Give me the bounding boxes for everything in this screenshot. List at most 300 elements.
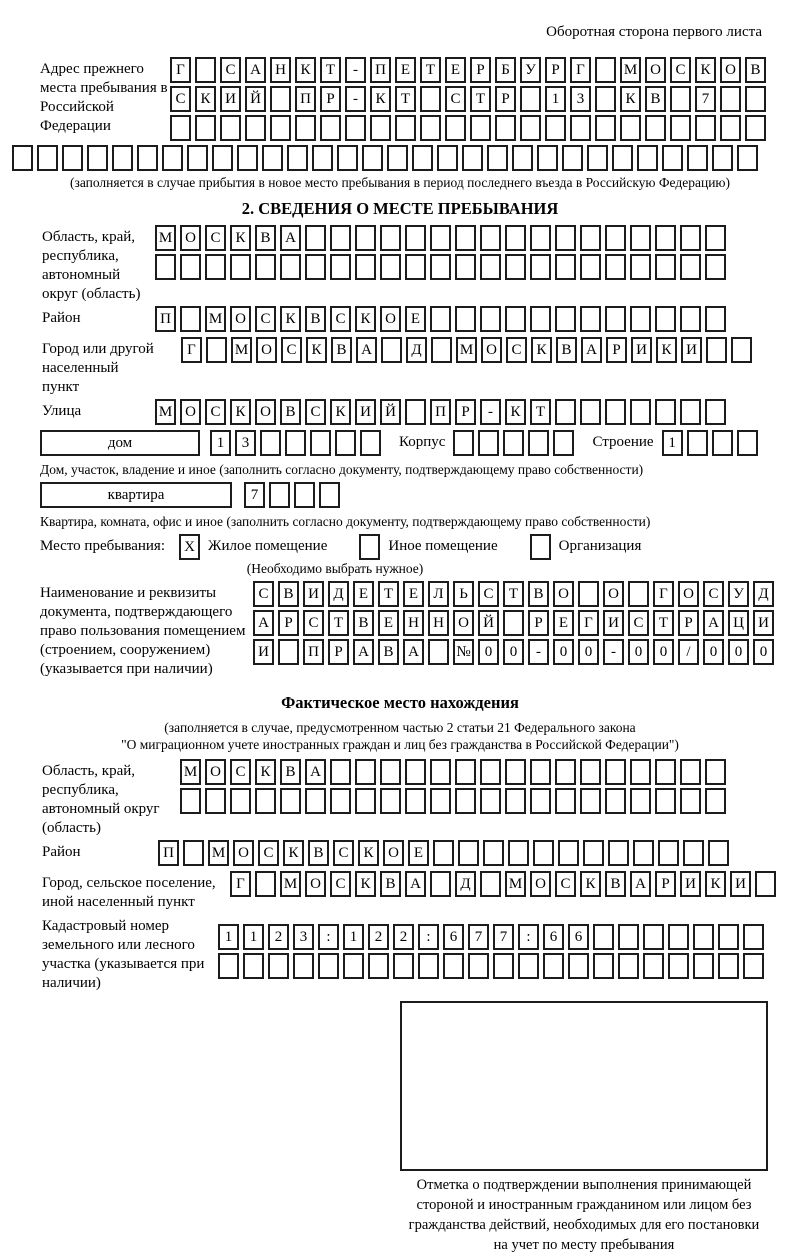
char-box[interactable] — [693, 953, 714, 979]
char-box[interactable] — [530, 225, 551, 251]
char-box[interactable] — [520, 115, 541, 141]
char-box[interactable]: С — [445, 86, 466, 112]
char-box[interactable]: Н — [428, 610, 449, 636]
char-box[interactable]: Р — [655, 871, 676, 897]
char-box[interactable] — [595, 115, 616, 141]
char-box[interactable]: М — [231, 337, 252, 363]
char-box[interactable]: Е — [445, 57, 466, 83]
char-box[interactable] — [330, 788, 351, 814]
char-box[interactable]: - — [480, 399, 501, 425]
char-box[interactable] — [712, 145, 733, 171]
char-box[interactable]: О — [645, 57, 666, 83]
char-box[interactable]: 0 — [728, 639, 749, 665]
char-box[interactable]: К — [705, 871, 726, 897]
char-box[interactable] — [305, 254, 326, 280]
char-box[interactable] — [405, 254, 426, 280]
char-box[interactable] — [558, 840, 579, 866]
char-box[interactable] — [587, 145, 608, 171]
char-box[interactable]: С — [170, 86, 191, 112]
char-box[interactable] — [455, 225, 476, 251]
char-box[interactable]: Д — [455, 871, 476, 897]
char-box[interactable] — [543, 953, 564, 979]
char-box[interactable]: М — [280, 871, 301, 897]
char-box[interactable] — [337, 145, 358, 171]
char-box[interactable]: В — [331, 337, 352, 363]
char-box[interactable] — [206, 337, 227, 363]
char-box[interactable] — [505, 759, 526, 785]
char-box[interactable] — [355, 788, 376, 814]
char-box[interactable] — [680, 254, 701, 280]
char-box[interactable] — [555, 759, 576, 785]
char-box[interactable] — [480, 871, 501, 897]
char-box[interactable]: К — [370, 86, 391, 112]
char-box[interactable]: Р — [470, 57, 491, 83]
char-box[interactable] — [655, 306, 676, 332]
char-box[interactable] — [387, 145, 408, 171]
char-box[interactable]: А — [703, 610, 724, 636]
char-box[interactable] — [637, 145, 658, 171]
char-box[interactable] — [330, 254, 351, 280]
char-box[interactable] — [260, 430, 281, 456]
char-box[interactable]: Е — [395, 57, 416, 83]
char-box[interactable] — [262, 145, 283, 171]
char-box[interactable] — [630, 788, 651, 814]
char-box[interactable]: 0 — [478, 639, 499, 665]
char-box[interactable] — [605, 254, 626, 280]
char-box[interactable] — [453, 430, 474, 456]
char-box[interactable] — [187, 145, 208, 171]
char-box[interactable] — [530, 254, 551, 280]
char-box[interactable] — [670, 115, 691, 141]
char-box[interactable] — [605, 225, 626, 251]
char-box[interactable]: В — [280, 759, 301, 785]
char-box[interactable]: М — [180, 759, 201, 785]
char-box[interactable]: В — [645, 86, 666, 112]
char-box[interactable]: Р — [328, 639, 349, 665]
char-box[interactable] — [655, 788, 676, 814]
char-box[interactable]: Е — [403, 581, 424, 607]
char-box[interactable]: П — [370, 57, 391, 83]
char-box[interactable] — [705, 254, 726, 280]
char-box[interactable]: № — [453, 639, 474, 665]
char-box[interactable]: С — [220, 57, 241, 83]
char-box[interactable] — [183, 840, 204, 866]
char-box[interactable] — [680, 788, 701, 814]
char-box[interactable]: С — [330, 871, 351, 897]
char-box[interactable] — [505, 306, 526, 332]
char-box[interactable] — [443, 953, 464, 979]
char-box[interactable] — [655, 225, 676, 251]
char-box[interactable] — [405, 399, 426, 425]
char-box[interactable] — [578, 581, 599, 607]
char-box[interactable] — [380, 225, 401, 251]
char-box[interactable]: А — [353, 639, 374, 665]
char-box[interactable] — [480, 254, 501, 280]
char-box[interactable]: М — [620, 57, 641, 83]
char-box[interactable] — [319, 482, 340, 508]
char-box[interactable]: - — [528, 639, 549, 665]
char-box[interactable] — [335, 430, 356, 456]
char-box[interactable]: / — [678, 639, 699, 665]
char-box[interactable] — [605, 399, 626, 425]
char-box[interactable] — [362, 145, 383, 171]
char-box[interactable] — [605, 759, 626, 785]
char-box[interactable] — [480, 225, 501, 251]
char-box[interactable] — [645, 115, 666, 141]
house-field-box[interactable]: дом — [40, 430, 200, 456]
char-box[interactable]: 1 — [218, 924, 239, 950]
char-box[interactable] — [370, 115, 391, 141]
char-box[interactable]: П — [430, 399, 451, 425]
char-box[interactable] — [483, 840, 504, 866]
char-box[interactable] — [430, 759, 451, 785]
char-box[interactable] — [468, 953, 489, 979]
char-box[interactable]: Р — [278, 610, 299, 636]
char-box[interactable]: 1 — [662, 430, 683, 456]
char-box[interactable] — [618, 953, 639, 979]
char-box[interactable]: С — [333, 840, 354, 866]
char-box[interactable] — [112, 145, 133, 171]
char-box[interactable]: О — [481, 337, 502, 363]
char-box[interactable] — [305, 788, 326, 814]
char-box[interactable]: Ь — [453, 581, 474, 607]
char-box[interactable] — [593, 953, 614, 979]
char-box[interactable]: С — [670, 57, 691, 83]
char-box[interactable] — [580, 225, 601, 251]
char-box[interactable]: В — [380, 871, 401, 897]
char-box[interactable]: И — [355, 399, 376, 425]
char-box[interactable]: Г — [181, 337, 202, 363]
char-box[interactable]: М — [208, 840, 229, 866]
char-box[interactable] — [618, 924, 639, 950]
char-box[interactable] — [643, 953, 664, 979]
char-box[interactable] — [380, 788, 401, 814]
char-box[interactable]: О — [553, 581, 574, 607]
char-box[interactable]: О — [603, 581, 624, 607]
char-box[interactable]: С — [253, 581, 274, 607]
char-box[interactable]: М — [505, 871, 526, 897]
char-box[interactable] — [455, 306, 476, 332]
char-box[interactable]: К — [355, 306, 376, 332]
char-box[interactable] — [620, 115, 641, 141]
char-box[interactable] — [405, 225, 426, 251]
char-box[interactable]: К — [280, 306, 301, 332]
char-box[interactable] — [345, 115, 366, 141]
char-box[interactable] — [470, 115, 491, 141]
char-box[interactable]: Г — [578, 610, 599, 636]
char-box[interactable] — [668, 953, 689, 979]
char-box[interactable]: О — [380, 306, 401, 332]
char-box[interactable]: О — [205, 759, 226, 785]
char-box[interactable]: К — [230, 399, 251, 425]
char-box[interactable]: А — [356, 337, 377, 363]
char-box[interactable]: О — [530, 871, 551, 897]
char-box[interactable]: К — [580, 871, 601, 897]
char-box[interactable] — [655, 759, 676, 785]
char-box[interactable]: О — [180, 225, 201, 251]
char-box[interactable]: Т — [653, 610, 674, 636]
char-box[interactable]: Н — [270, 57, 291, 83]
char-box[interactable]: А — [403, 639, 424, 665]
char-box[interactable]: В — [305, 306, 326, 332]
char-box[interactable] — [230, 788, 251, 814]
char-box[interactable]: Р — [678, 610, 699, 636]
char-box[interactable]: Р — [606, 337, 627, 363]
char-box[interactable] — [530, 788, 551, 814]
char-box[interactable]: : — [318, 924, 339, 950]
char-box[interactable]: 3 — [570, 86, 591, 112]
char-box[interactable] — [593, 924, 614, 950]
char-box[interactable]: А — [280, 225, 301, 251]
char-box[interactable]: Л — [428, 581, 449, 607]
char-box[interactable]: 6 — [568, 924, 589, 950]
char-box[interactable]: Т — [320, 57, 341, 83]
char-box[interactable]: Р — [528, 610, 549, 636]
char-box[interactable] — [330, 759, 351, 785]
char-box[interactable]: В — [255, 225, 276, 251]
char-box[interactable] — [687, 430, 708, 456]
char-box[interactable] — [745, 86, 766, 112]
char-box[interactable] — [294, 482, 315, 508]
char-box[interactable] — [693, 924, 714, 950]
char-box[interactable]: О — [453, 610, 474, 636]
char-box[interactable] — [680, 759, 701, 785]
char-box[interactable] — [605, 306, 626, 332]
char-box[interactable]: В — [353, 610, 374, 636]
char-box[interactable] — [737, 145, 758, 171]
char-box[interactable] — [508, 840, 529, 866]
char-box[interactable]: Г — [653, 581, 674, 607]
char-box[interactable]: - — [603, 639, 624, 665]
char-box[interactable]: М — [155, 225, 176, 251]
char-box[interactable] — [530, 759, 551, 785]
char-box[interactable]: О — [230, 306, 251, 332]
char-box[interactable]: В — [280, 399, 301, 425]
char-box[interactable] — [305, 225, 326, 251]
char-box[interactable] — [580, 306, 601, 332]
char-box[interactable]: Е — [378, 610, 399, 636]
char-box[interactable]: 0 — [753, 639, 774, 665]
char-box[interactable] — [430, 225, 451, 251]
char-box[interactable]: О — [305, 871, 326, 897]
char-box[interactable] — [720, 115, 741, 141]
char-box[interactable]: 2 — [393, 924, 414, 950]
char-box[interactable] — [230, 254, 251, 280]
char-box[interactable] — [580, 759, 601, 785]
char-box[interactable]: В — [308, 840, 329, 866]
char-box[interactable]: 3 — [293, 924, 314, 950]
char-box[interactable] — [555, 254, 576, 280]
char-box[interactable]: С — [205, 399, 226, 425]
char-box[interactable]: К — [195, 86, 216, 112]
char-box[interactable]: 7 — [468, 924, 489, 950]
char-box[interactable]: 0 — [653, 639, 674, 665]
char-box[interactable] — [245, 115, 266, 141]
char-box[interactable] — [62, 145, 83, 171]
char-box[interactable]: К — [230, 225, 251, 251]
char-box[interactable] — [180, 254, 201, 280]
char-box[interactable] — [655, 399, 676, 425]
char-box[interactable] — [687, 145, 708, 171]
char-box[interactable]: И — [303, 581, 324, 607]
char-box[interactable] — [745, 115, 766, 141]
char-box[interactable] — [505, 254, 526, 280]
char-box[interactable] — [480, 306, 501, 332]
char-box[interactable] — [405, 759, 426, 785]
char-box[interactable]: Р — [495, 86, 516, 112]
char-box[interactable] — [605, 788, 626, 814]
char-box[interactable]: Н — [403, 610, 424, 636]
char-box[interactable] — [195, 57, 216, 83]
char-box[interactable]: А — [253, 610, 274, 636]
char-box[interactable]: 7 — [244, 482, 265, 508]
char-box[interactable]: Т — [328, 610, 349, 636]
char-box[interactable] — [668, 924, 689, 950]
char-box[interactable]: О — [180, 399, 201, 425]
char-box[interactable] — [355, 759, 376, 785]
char-box[interactable] — [310, 430, 331, 456]
char-box[interactable] — [755, 871, 776, 897]
char-box[interactable]: Г — [570, 57, 591, 83]
char-box[interactable]: С — [230, 759, 251, 785]
char-box[interactable] — [437, 145, 458, 171]
char-box[interactable] — [220, 115, 241, 141]
char-box[interactable] — [205, 254, 226, 280]
char-box[interactable]: Е — [408, 840, 429, 866]
char-box[interactable]: Е — [553, 610, 574, 636]
char-box[interactable] — [255, 254, 276, 280]
char-box[interactable] — [255, 871, 276, 897]
char-box[interactable] — [368, 953, 389, 979]
char-box[interactable] — [562, 145, 583, 171]
char-box[interactable]: М — [155, 399, 176, 425]
char-box[interactable]: 2 — [268, 924, 289, 950]
char-box[interactable]: Т — [503, 581, 524, 607]
char-box[interactable]: С — [281, 337, 302, 363]
char-box[interactable] — [555, 399, 576, 425]
char-box[interactable]: С — [205, 225, 226, 251]
char-box[interactable]: Е — [353, 581, 374, 607]
char-box[interactable]: Б — [495, 57, 516, 83]
char-box[interactable] — [455, 759, 476, 785]
char-box[interactable]: Т — [530, 399, 551, 425]
char-box[interactable]: К — [505, 399, 526, 425]
char-box[interactable]: 1 — [210, 430, 231, 456]
char-box[interactable] — [633, 840, 654, 866]
char-box[interactable]: 0 — [503, 639, 524, 665]
char-box[interactable] — [320, 115, 341, 141]
char-box[interactable] — [395, 115, 416, 141]
char-box[interactable]: 3 — [235, 430, 256, 456]
char-box[interactable] — [355, 225, 376, 251]
char-box[interactable] — [680, 225, 701, 251]
char-box[interactable]: П — [295, 86, 316, 112]
char-box[interactable]: И — [680, 871, 701, 897]
char-box[interactable] — [12, 145, 33, 171]
char-box[interactable]: А — [305, 759, 326, 785]
char-box[interactable]: М — [205, 306, 226, 332]
char-box[interactable] — [355, 254, 376, 280]
char-box[interactable]: В — [528, 581, 549, 607]
checkbox-residential[interactable]: X — [179, 534, 200, 560]
char-box[interactable]: Т — [470, 86, 491, 112]
char-box[interactable]: О — [233, 840, 254, 866]
char-box[interactable]: О — [255, 399, 276, 425]
char-box[interactable] — [430, 306, 451, 332]
char-box[interactable]: Т — [395, 86, 416, 112]
char-box[interactable] — [455, 788, 476, 814]
char-box[interactable] — [412, 145, 433, 171]
char-box[interactable]: К — [531, 337, 552, 363]
char-box[interactable] — [553, 430, 574, 456]
char-box[interactable] — [431, 337, 452, 363]
char-box[interactable]: Т — [378, 581, 399, 607]
char-box[interactable]: О — [256, 337, 277, 363]
char-box[interactable] — [505, 225, 526, 251]
char-box[interactable]: И — [730, 871, 751, 897]
char-box[interactable] — [705, 225, 726, 251]
char-box[interactable] — [555, 788, 576, 814]
char-box[interactable] — [628, 581, 649, 607]
char-box[interactable] — [420, 86, 441, 112]
char-box[interactable]: Й — [245, 86, 266, 112]
char-box[interactable] — [430, 788, 451, 814]
char-box[interactable] — [428, 639, 449, 665]
char-box[interactable] — [737, 430, 758, 456]
char-box[interactable] — [505, 788, 526, 814]
char-box[interactable]: Р — [455, 399, 476, 425]
char-box[interactable] — [462, 145, 483, 171]
char-box[interactable] — [595, 57, 616, 83]
char-box[interactable] — [285, 430, 306, 456]
char-box[interactable]: У — [520, 57, 541, 83]
char-box[interactable] — [205, 788, 226, 814]
char-box[interactable] — [528, 430, 549, 456]
char-box[interactable]: Р — [320, 86, 341, 112]
char-box[interactable] — [420, 115, 441, 141]
char-box[interactable]: - — [345, 57, 366, 83]
char-box[interactable] — [360, 430, 381, 456]
char-box[interactable]: 7 — [695, 86, 716, 112]
char-box[interactable]: 0 — [553, 639, 574, 665]
char-box[interactable]: А — [581, 337, 602, 363]
char-box[interactable] — [218, 953, 239, 979]
char-box[interactable]: А — [245, 57, 266, 83]
char-box[interactable]: - — [345, 86, 366, 112]
char-box[interactable]: 1 — [343, 924, 364, 950]
char-box[interactable]: 0 — [628, 639, 649, 665]
char-box[interactable] — [512, 145, 533, 171]
char-box[interactable]: : — [518, 924, 539, 950]
char-box[interactable]: К — [295, 57, 316, 83]
char-box[interactable]: С — [303, 610, 324, 636]
char-box[interactable]: И — [220, 86, 241, 112]
char-box[interactable] — [280, 788, 301, 814]
char-box[interactable] — [705, 306, 726, 332]
char-box[interactable] — [493, 953, 514, 979]
char-box[interactable]: О — [678, 581, 699, 607]
char-box[interactable] — [458, 840, 479, 866]
char-box[interactable] — [705, 788, 726, 814]
char-box[interactable] — [270, 86, 291, 112]
char-box[interactable]: И — [253, 639, 274, 665]
char-box[interactable]: Д — [753, 581, 774, 607]
char-box[interactable] — [278, 639, 299, 665]
char-box[interactable]: С — [628, 610, 649, 636]
char-box[interactable]: К — [255, 759, 276, 785]
char-box[interactable] — [595, 86, 616, 112]
char-box[interactable] — [478, 430, 499, 456]
